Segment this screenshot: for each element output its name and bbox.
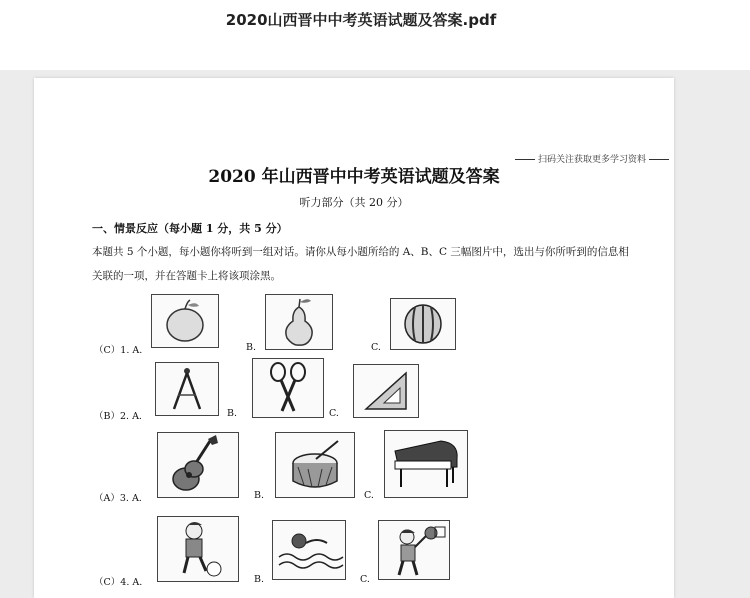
soccer-player-icon — [157, 516, 239, 582]
viewer-header — [0, 0, 750, 70]
exam-title: 2020 年山西晋中中考英语试题及答案 — [208, 167, 500, 187]
listening-part-heading: 听力部分（共 20 分） — [299, 196, 409, 209]
swimmer-icon — [272, 520, 346, 580]
question-3-option-c: C. — [364, 490, 374, 501]
file-title: 2020山西晋中中考英语试题及答案.pdf — [225, 11, 497, 29]
watermelon-icon — [390, 298, 456, 350]
set-square-icon — [353, 364, 419, 418]
basketball-player-icon — [378, 520, 450, 580]
question-2-label: （B）2. A. — [94, 411, 142, 422]
question-4-option-b: B. — [254, 574, 265, 585]
section-heading: 一、情景反应（每小题 1 分，共 5 分） — [92, 222, 288, 235]
drum-icon — [275, 432, 355, 498]
apple-icon — [151, 294, 219, 348]
question-1-label: （C）1. A. — [94, 345, 143, 356]
promo-text: 扫码关注获取更多学习资料 — [538, 155, 647, 165]
question-1-option-b: B. — [246, 342, 257, 353]
piano-icon — [384, 430, 468, 498]
instructions: 本题共 5 个小题，每小题你将听到一组对话。请你从每小题所给的 A、B、C 三幅图片中，选出与你所听到的信息相关联的一项，并在答题卡上将该项涂黑。 — [92, 246, 629, 282]
question-1-option-c: C. — [371, 342, 381, 353]
scissors-icon — [252, 358, 324, 418]
question-3-label: （A）3. A. — [94, 493, 142, 504]
question-4-label: （C）4. A. — [94, 577, 143, 588]
compass-icon — [155, 362, 219, 416]
pdf-page[interactable] — [34, 78, 674, 598]
question-2-option-b: B. — [227, 408, 238, 419]
pear-icon — [265, 294, 333, 350]
question-4-option-c: C. — [360, 574, 370, 585]
guitar-icon — [157, 432, 239, 498]
question-3-option-b: B. — [254, 490, 265, 501]
question-2-option-c: C. — [329, 408, 339, 419]
